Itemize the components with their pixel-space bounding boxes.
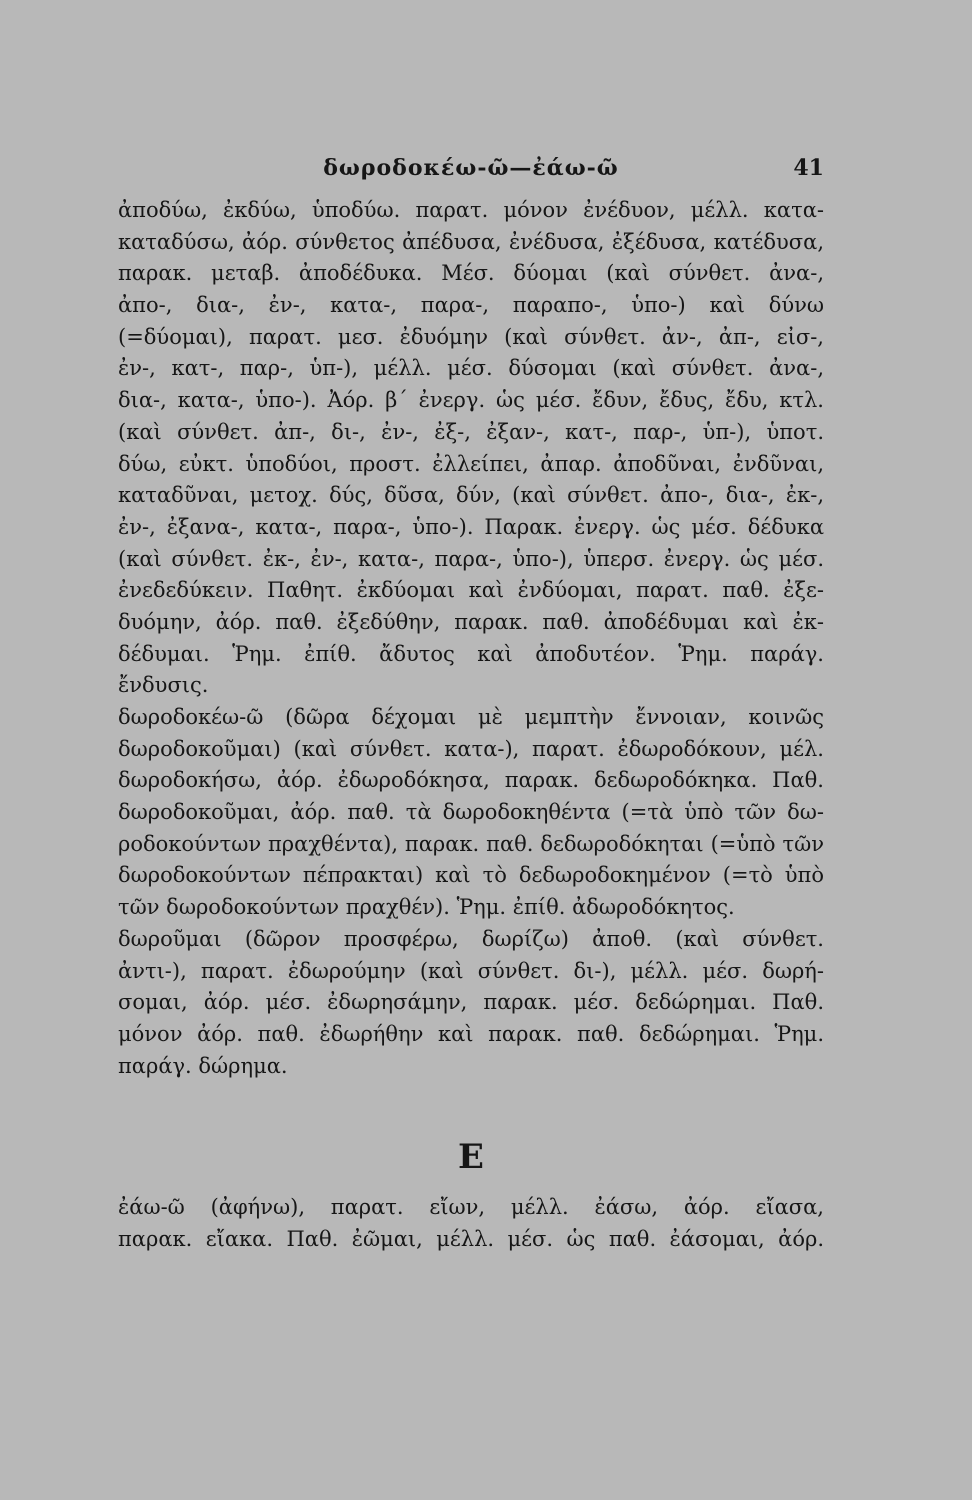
entry-eao — [118, 1192, 824, 1255]
entry-apodyo — [118, 195, 824, 702]
text-line: ἀπο-, δια-, ἐν-, κατα-, παρα-, παραπο-, ὑπο-) καὶ δύνω — [118, 293, 824, 318]
text-line: ροδοκούντων πραχθέντα), παρακ. παθ. δεδωροδόκηται (=ὑπὸ τῶν — [118, 831, 824, 856]
text-line: ἐάω-ῶ (ἀφήνω), παρατ. εἴων, μέλλ. ἐάσω, ἀόρ. εἴασα, — [118, 1195, 824, 1220]
text-line: ἐν-, κατ-, παρ-, ὑπ-), μέλλ. μέσ. δύσομαι (καὶ σύνθετ. ἀνα-, — [118, 356, 824, 381]
section-letter: Ε — [458, 1137, 484, 1178]
text-line: δωροῦμαι (δῶρον προσφέρω, δωρίζω) ἀποθ. (καὶ σύνθετ. — [118, 926, 824, 951]
entry-dorumai — [118, 924, 824, 1082]
text-line: καταδῦναι, μετοχ. δύς, δῦσα, δύν, (καὶ σύνθετ. ἀπο-, δια-, ἐκ-, — [118, 483, 824, 508]
text-line: παρακ. εἴακα. Παθ. ἐῶμαι, μέλλ. μέσ. ὡς παθ. ἐάσομαι, ἀόρ. — [118, 1226, 824, 1251]
text-line: δέδυμαι. Ῥημ. ἐπίθ. ἄδυτος καὶ ἀποδυτέον. Ῥημ. παράγ. — [118, 641, 824, 666]
running-head — [118, 155, 824, 195]
text-line: δωροδοκούντων πέπρακται) καὶ τὸ δεδωροδοκημένον (=τὸ ὑπὸ — [118, 863, 824, 888]
entry-dorodokeo — [118, 702, 824, 924]
text-line: καταδύσω, ἀόρ. σύνθετος ἀπέδυσα, ἐνέδυσα, ἐξέδυσα, κατέδυσα, — [118, 229, 824, 254]
text-line: (καὶ σύνθετ. ἀπ-, δι-, ἐν-, ἐξ-, ἐξαν-, κατ-, παρ-, ὑπ-), ὑποτ. — [118, 419, 824, 444]
page-content — [118, 155, 824, 1256]
text-line: σομαι, ἀόρ. μέσ. ἐδωρησάμην, παρακ. μέσ. δεδώρημαι. Παθ. — [118, 990, 824, 1015]
text-line: δωροδοκέω-ῶ (δῶρα δέχομαι μὲ μεμπτὴν ἔννοιαν, κοινῶς — [118, 705, 824, 729]
text-line: παρακ. μεταβ. ἀποδέδυκα. Μέσ. δύομαι (καὶ σύνθετ. ἀνα-, — [118, 261, 824, 286]
text-line: ἀποδύω, ἐκδύω, ὑποδύω. παρατ. μόνον ἐνέδυον, μέλλ. κατα- — [118, 198, 824, 222]
text-line: δωροδοκοῦμαι) (καὶ σύνθετ. κατα-), παρατ. ἐδωροδόκουν, μέλ. — [118, 736, 824, 761]
text-line: (καὶ σύνθετ. ἐκ-, ἐν-, κατα-, παρα-, ὑπο-), ὑπερσ. ἐνεργ. ὡς μέσ. — [118, 546, 824, 571]
text-line: ἐνεδεδύκειν. Παθητ. ἐκδύομαι καὶ ἐνδύομαι, παρατ. παθ. ἐξε- — [118, 578, 824, 603]
running-head-title: δωροδοκέω-ῶ—ἐάω-ῶ — [323, 155, 619, 181]
text-line: δυόμην, ἀόρ. παθ. ἐξεδύθην, παρακ. παθ. ἀποδέδυμαι καὶ ἐκ- — [118, 609, 824, 634]
text-line: δύω, εὐκτ. ὑποδύοι, προστ. ἐλλείπει, ἀπαρ. ἀποδῦναι, ἐνδῦναι, — [118, 451, 824, 476]
text-line: δωροδοκήσω, ἀόρ. ἐδωροδόκησα, παρακ. δεδωροδόκηκα. Παθ. — [118, 768, 824, 793]
text-line: μόνον ἀόρ. παθ. ἐδωρήθην καὶ παρακ. παθ. δεδώρημαι. Ῥημ. — [118, 1021, 824, 1046]
text-line: ἔνδυσις. — [118, 673, 209, 698]
text-line: παράγ. δώρημα. — [118, 1053, 288, 1078]
text-line: (=δύομαι), παρατ. μεσ. ἐδυόμην (καὶ σύνθετ. ἀν-, ἀπ-, εἰσ-, — [118, 324, 824, 349]
text-line: δια-, κατα-, ὑπο-). Ἀόρ. β΄ ἐνεργ. ὡς μέσ. ἔδυν, ἔδυς, ἔδυ, κτλ. — [118, 388, 824, 413]
text-line: ἀντι-), παρατ. ἐδωρούμην (καὶ σύνθετ. δι-), μέλλ. μέσ. δωρή- — [118, 958, 824, 983]
page-number: 41 — [793, 155, 824, 181]
text-line: ἐν-, ἐξανα-, κατα-, παρα-, ὑπο-). Παρακ. ἐνεργ. ὡς μέσ. δέδυκα — [118, 514, 824, 539]
text-line: τῶν δωροδοκούντων πραχθέν). Ῥημ. ἐπίθ. ἀδωροδόκητος. — [118, 895, 735, 920]
text-line: δωροδοκοῦμαι, ἀόρ. παθ. τὰ δωροδοκηθέντα (=τὰ ὑπὸ τῶν δω- — [118, 800, 824, 825]
